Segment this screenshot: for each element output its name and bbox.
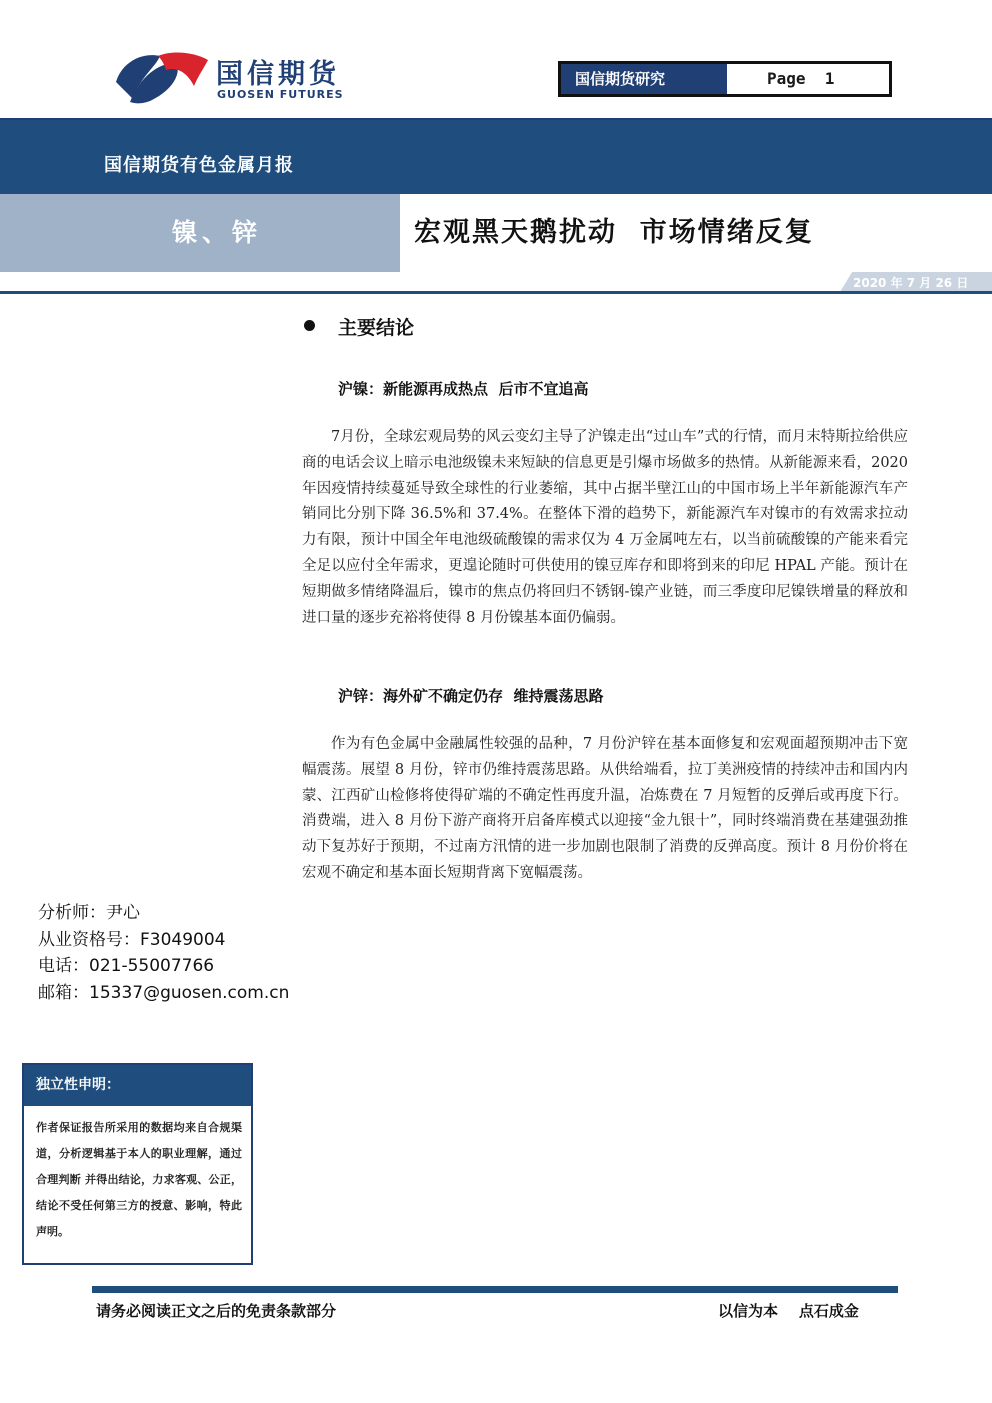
brand-name-cn: 国信期货 [216, 59, 340, 90]
independence-statement-title: 独立性申明： [24, 1065, 251, 1106]
section-heading: 主要结论 [338, 317, 415, 339]
analyst-license: 从业资格号：F3049004 [38, 929, 226, 950]
analyst-phone: 电话：021-55007766 [38, 956, 215, 976]
zinc-paragraph: 作为有色金属中金融属性较强的品种，7 月份沪锌在基本面修复和宏观面超预期冲击下宽幅震荡。展望 8 月份，锌市仍维持震荡思路。从供给端看，拉丁美洲疫情的持续冲击和国内内蒙、江西矿山检修将使得矿端的不确定性再度升温，冶炼费在 7 月短暂的反弹后或再度下行。消费端，进入 8 月份下游产商将开启备库模式以迎接“金九银十”，同时终端消费在基建强劲推动下复苏好于预期，不过南方汛情的进一步加剧也限制了消费的反弹高度。预计 8 月份价将在宏观不确定和基本面长短期背离下宽幅震荡。 [302, 736, 908, 881]
footer-disclaimer-note: 请务必阅读正文之后的免责条款部分 [96, 1302, 337, 1320]
report-date: 2020 年 7 月 26 日 [853, 276, 969, 290]
footer-divider [92, 1286, 898, 1293]
research-label: 国信期货研究 [561, 64, 727, 94]
page-title: 宏观黑天鹅扰动 市场情绪反复 [414, 217, 814, 248]
brand-name-en: GUOSEN FUTURES [217, 88, 344, 101]
analyst-name: 分析师：尹心 [38, 903, 140, 923]
independence-statement-text: 作者保证报告所采用的数据均来自合规渠道，分析逻辑基于本人的职业理解，通过合理判断 并得出结论，力求客观、公正，结论不受任何第三方的授意、影响，特此声明。 [36, 1121, 242, 1238]
page-number: Page 1 [767, 69, 835, 88]
header-label-box [558, 61, 892, 97]
guosen-logo-icon [112, 46, 212, 112]
zinc-subheading: 沪锌：海外矿不确定仍存 维持震荡思路 [338, 687, 604, 705]
nickel-subheading: 沪镍：新能源再成热点 后市不宜追高 [338, 380, 589, 398]
report-series-name: 国信期货有色金属月报 [104, 155, 294, 176]
footer-slogan: 以信为本 点石成金 [718, 1302, 859, 1320]
bullet-icon [304, 320, 315, 331]
analyst-email[interactable]: 邮箱：15337@guosen.com.cn [38, 982, 290, 1003]
analyst-info [38, 900, 289, 1006]
independence-statement-box [22, 1063, 253, 1265]
nickel-paragraph: 7月份，全球宏观局势的风云变幻主导了沪镍走出“过山车”式的行情，而月末特斯拉给供应商的电话会议上暗示电池级镍未来短缺的信息更是引爆市场做多的热情。从新能源来看，2020 年因疫情持续蔓延导致全球性的行业萎缩，其中占据半壁江山的中国市场上半年新能源汽车产销同比分别下降 36.5%和 37.4%。在整体下滑的趋势下，新能源汽车对镍市的有效需求拉动力有限，预计中国全年电池级硫酸镍的需求仅为 4 万金属吨左右，以当前硫酸镍的产能来看完全足以应付全年需求，更遑论随时可供使用的镍豆库存和即将到来的印尼 HPAL 产能。预计在短期做多情绪降温后，镍市的焦点仍将回归不锈钢-镍产业链，而三季度印尼镍铁增量的释放和进口量的逐步充裕将使得 8 月份镍基本面仍偏弱。 [302, 429, 908, 626]
date-divider [0, 291, 992, 294]
category-label: 镍、锌 [172, 218, 263, 247]
